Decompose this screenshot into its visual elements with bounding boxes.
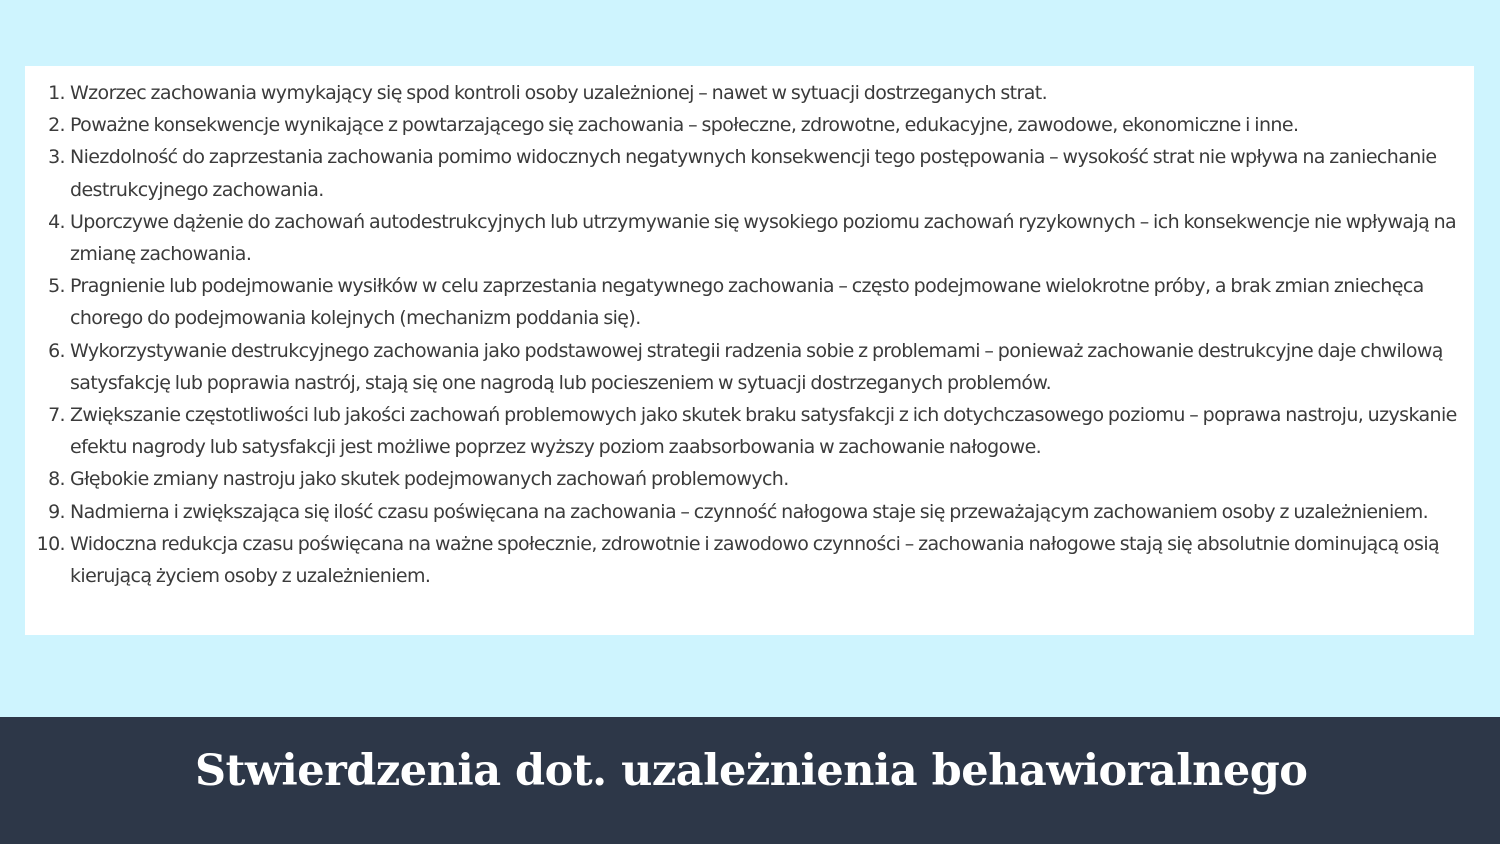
item-number: 6.: [48, 339, 65, 362]
list-item: [25, 206, 1474, 270]
item-number: 9.: [48, 500, 65, 523]
list-item: [25, 77, 1474, 109]
list-item: [25, 463, 1474, 495]
item-text: Pragnienie lub podejmowanie wysiłków w celu zaprzestania negatywnego zachowania – często podejmowane wielokrotne próby, a brak zmian zniechęca chorego do podejmowania kolejnych (mechanizm poddania się).: [70, 275, 1424, 330]
item-number: 5.: [48, 275, 65, 298]
list-item: [25, 496, 1474, 528]
item-text: Niezdolność do zaprzestania zachowania pomimo widocznych negatywnych konsekwencji tego postępowania – wysokość strat nie wpływa na zaniechanie destrukcyjnego zachowania.: [70, 146, 1437, 201]
item-number: 7.: [48, 404, 65, 427]
list-item: [25, 399, 1474, 463]
item-text: Widoczna redukcja czasu poświęcana na ważne społecznie, zdrowotnie i zawodowo czynności – zachowania nałogowe stają się absolutnie dominującą osią kierującą życiem osoby z uzależnieniem.: [70, 532, 1440, 588]
item-text: Wykorzystywanie destrukcyjnego zachowania jako podstawowej strategii radzenia sobie z problemami – ponieważ zachowanie destrukcyjne daje chwilową satysfakcję lub poprawia nastrój, stają się one nagrodą lub pocieszeniem w sytuacji dostrzeganych problemów.: [70, 339, 1443, 394]
list-item: [25, 141, 1474, 205]
title-bar: [0, 717, 1500, 844]
item-text: Zwiększanie częstotliwości lub jakości zachowań problemowych jako skutek braku satysfakcji z ich dotychczasowego poziomu – poprawa nastroju, uzyskanie efektu nagrody lub satysfakcji jest możliwe poprzez wyższy poziom zaabsorbowania w zachowanie nałogowe.: [70, 404, 1457, 459]
list-item: [25, 270, 1474, 334]
item-text: Głębokie zmiany nastroju jako skutek podejmowanych zachowań problemowych.: [70, 468, 789, 491]
item-number: 10.: [36, 532, 65, 555]
item-text: Uporczywe dążenie do zachowań autodestrukcyjnych lub utrzymywanie się wysokiego poziomu zachowań ryzykownych – ich konsekwencje nie wpływają na zmianę zachowania.: [70, 210, 1457, 266]
item-number: 4.: [48, 210, 65, 233]
item-number: 8.: [48, 468, 65, 491]
item-number: 1.: [48, 82, 65, 104]
item-text: Wzorzec zachowania wymykający się spod kontroli osoby uzależnionej – nawet w sytuacji dostrzeganych strat.: [70, 82, 1048, 104]
slide-title: Stwierdzenia dot. uzależnienia behawioralnego: [195, 746, 1308, 796]
criteria-list: [25, 77, 1474, 592]
list-item: [25, 109, 1474, 141]
item-text: Poważne konsekwencje wynikające z powtarzającego się zachowania – społeczne, zdrowotne, edukacyjne, zawodowe, ekonomiczne i inne.: [70, 114, 1299, 137]
item-text: Nadmierna i zwiększająca się ilość czasu poświęcana na zachowania – czynność nałogowa staje się przeważającym zachowaniem osoby z uzależnieniem.: [70, 500, 1429, 523]
criteria-card: [25, 66, 1474, 635]
item-number: 3.: [48, 146, 65, 169]
list-item: [25, 335, 1474, 399]
list-item: [25, 528, 1474, 592]
item-number: 2.: [48, 114, 65, 137]
